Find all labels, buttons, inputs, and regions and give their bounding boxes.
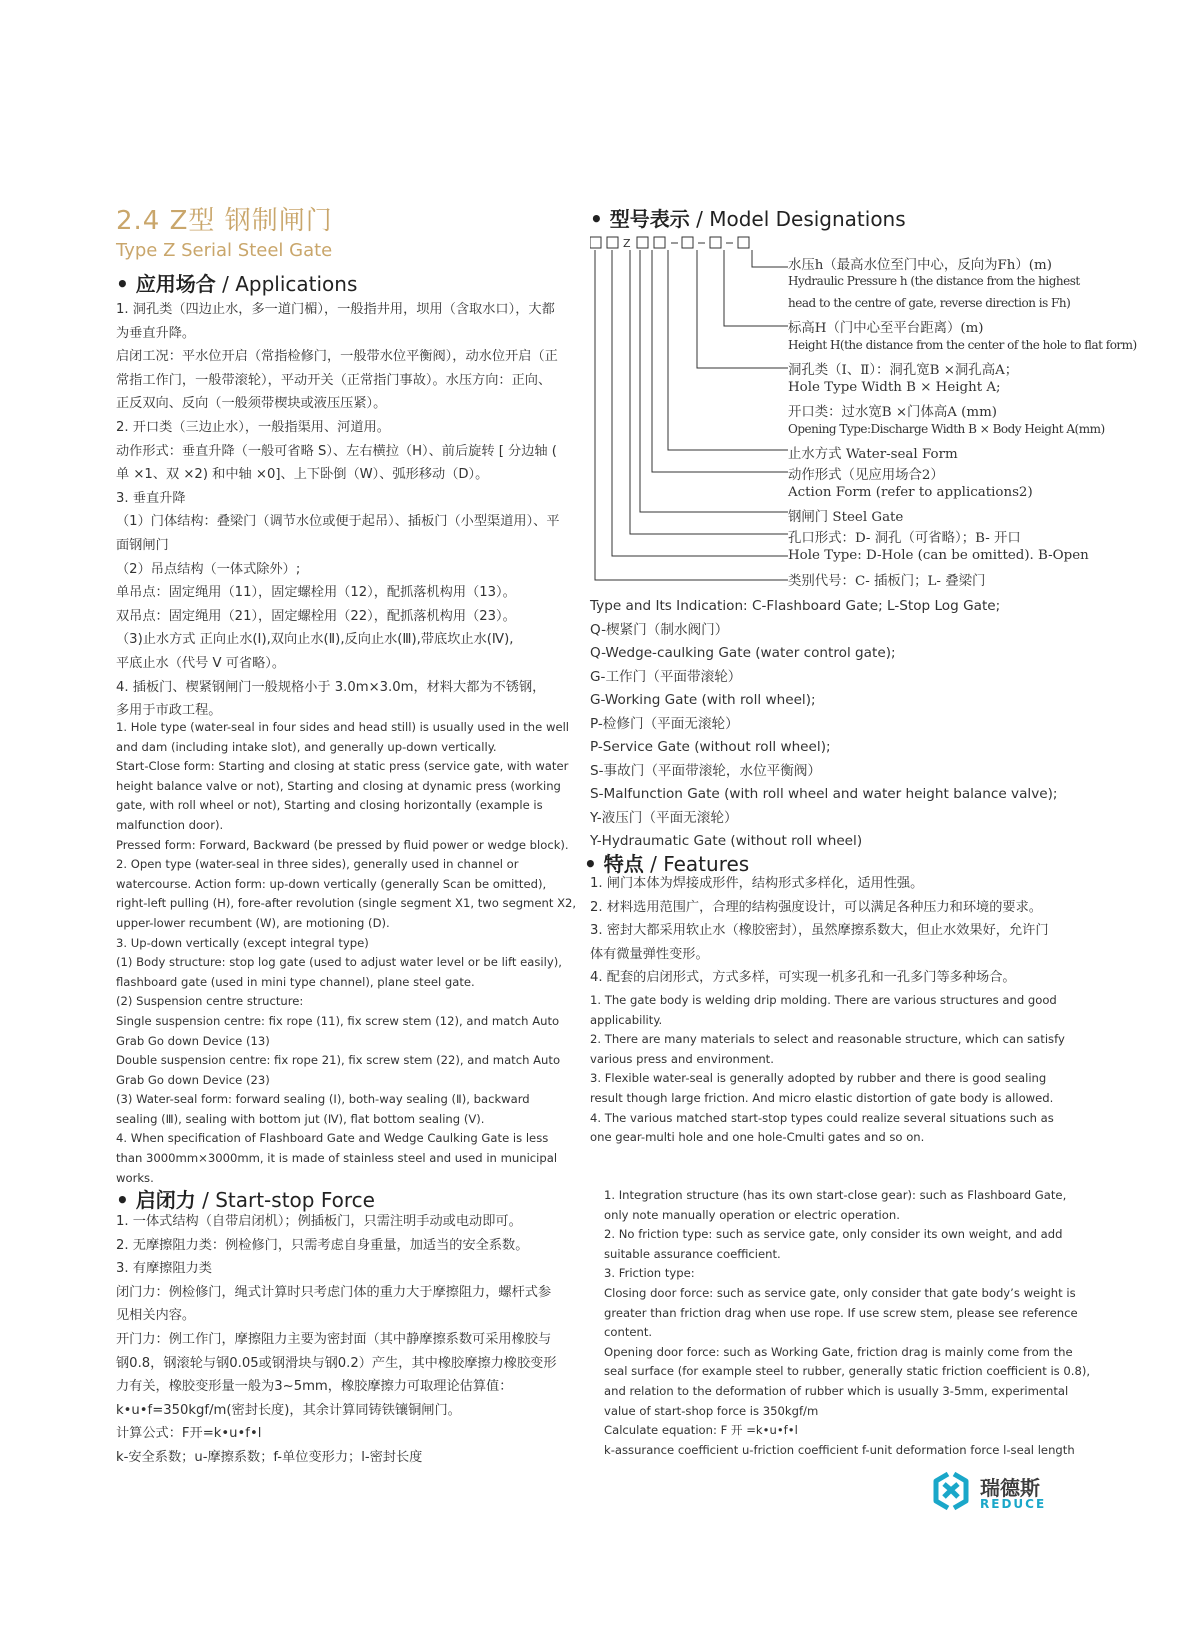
text-line: 双吊点：固定绳用（21），固定螺栓用（22），配抓落机构用（23）。 <box>116 608 516 624</box>
text-line: works. <box>116 1170 154 1185</box>
type-line: S-事故门（平面带滚轮，水位平衡阀） <box>590 762 822 779</box>
text-line: Start-Close form: Starting and closing at static press (service gate, with water <box>116 759 569 774</box>
text-line: 闭门力：例检修门，绳式计算时只考虑门体的重力大于摩擦阻力，螺杆式参 <box>116 1284 552 1300</box>
text-line: 3. 密封大都采用软止水（橡胶密封），虽然摩擦系数大，但止水效果好，允许门 <box>590 923 1049 939</box>
startstop-heading: • 启闭力 / Start-stop Force <box>116 1188 375 1212</box>
text-line: 动作形式：垂直升降（一般可省略 S）、左右横拉（H）、前后旋转 [ 分边轴 ( <box>116 443 557 459</box>
type-line: Y-液压门（平面无滚轮） <box>590 809 738 826</box>
type-indication-list <box>590 595 1070 854</box>
applications-heading: • 应用场合 / Applications <box>116 272 358 296</box>
text-line: 2. 材料选用范围广，合理的结构强度设计，可以满足各种压力和环境的要求。 <box>590 899 1042 915</box>
text-line: 3. Flexible water-seal is generally adopted by rubber and there is good sealing <box>590 1071 1047 1086</box>
text-line: 力有关，橡胶变形量一般为3~5mm，橡胶摩擦力可取理论估算值： <box>116 1379 513 1395</box>
model-designation-label: Action Form (refer to applications2) <box>788 485 1033 500</box>
features-en-text <box>590 991 1070 1148</box>
model-designation-label: 类别代号：C- 插板门；L- 叠梁门 <box>788 574 986 589</box>
text-line: right-left pulling (H), fore-after revolution (single segment X1, two segment X2, <box>116 896 577 911</box>
model-designation-label: 孔口形式：D- 洞孔（可省略）；B- 开口 <box>788 531 1021 546</box>
text-line: 启闭工况：平水位开启（常指检修门，一般带水位平衡阀），动水位开启（正 <box>116 349 558 365</box>
type-line: Q-楔紧门（制水阀门） <box>590 621 729 638</box>
text-line: Single suspension centre: fix rope (11), fix screw stem (12), and match Auto <box>116 1013 560 1028</box>
text-line: 4. 配套的启闭形式，方式多样，可实现一机多孔和一孔多门等多种场合。 <box>590 970 1016 986</box>
model-designation-label: 动作形式（见应用场合2） <box>788 468 944 483</box>
startstop-en-text <box>604 1186 1091 1460</box>
model-designation-label: 钢闸门 Steel Gate <box>788 510 904 525</box>
text-line: 4. 插板门、楔紧钢闸门一般规格小于 3.0m×3.0m，材料大都为不锈钢， <box>116 679 546 695</box>
text-line: 单吊点：固定绳用（11），固定螺栓用（12），配抓落机构用（13）。 <box>116 585 516 601</box>
text-line: Double suspension centre: fix rope 21), fix screw stem (22), and match Auto <box>116 1053 561 1068</box>
text-line: 1. Integration structure (has its own start-close gear): such as Flashboard Gate, <box>604 1188 1067 1202</box>
text-line: 3. 有摩擦阻力类 <box>116 1261 212 1277</box>
text-line: 开门力：例工作门，摩擦阻力主要为密封面（其中静摩擦系数可采用橡胶与 <box>116 1331 552 1347</box>
type-line: Type and Its Indication: C-Flashboard Gate; L-Stop Log Gate; <box>590 598 1001 614</box>
text-line: gate, with roll wheel or not), Starting and closing horizontally (example is <box>116 798 543 813</box>
text-line: 1. Hole type (water-seal in four sides and head still) is usually used in the well <box>116 720 570 734</box>
text-line: Closing door force: such as service gate, only consider that gate body’s weight is <box>604 1285 1076 1300</box>
text-line: 2. No friction type: such as service gate, only consider its own weight, and add <box>604 1227 1063 1242</box>
text-line: 2. 无摩擦阻力类：例检修门，只需考虑自身重量，加适当的安全系数。 <box>116 1237 529 1253</box>
applications-cn-text <box>116 298 574 723</box>
code-letter-z: Z <box>623 237 631 250</box>
model-designation-label: 开口类：过水宽B ×门体高A (mm) <box>788 405 997 420</box>
model-designation-label: Height H(the distance from the center of the hole to flat form) <box>788 338 1137 352</box>
code-box <box>682 237 693 248</box>
section-title: 2.4 Z型 钢制闸门 <box>116 206 333 236</box>
text-line: 4. The various matched start-stop types could realize several situations such as <box>590 1110 1054 1125</box>
text-line: Grab Go down Device (13) <box>116 1033 270 1048</box>
reduce-logo-icon <box>930 1470 972 1512</box>
text-line: 1. 闸门本体为焊接成形件，结构形式多样化，适用性强。 <box>590 876 924 891</box>
model-designation-label: Hole Type Width B × Height A; <box>788 380 1001 395</box>
code-box <box>590 237 601 248</box>
type-line: P-检修门（平面无滚轮） <box>590 715 739 732</box>
type-line: P-Service Gate (without roll wheel); <box>590 739 831 755</box>
text-line: 2. Open type (water-seal in three sides), generally used in channel or <box>116 857 519 872</box>
text-line: greater than friction drag when use rope. If use screw stem, please see reference <box>604 1305 1078 1320</box>
startstop-cn-text <box>116 1210 574 1470</box>
text-line: watercourse. Action form: up-down vertically (generally Scan be omitted), <box>116 876 547 891</box>
text-line: 见相关内容。 <box>116 1308 196 1324</box>
features-heading: • 特点 / Features <box>584 852 750 876</box>
model-designation-label: 标高H（门中心至平台距离）(m) <box>788 321 984 336</box>
text-line: Grab Go down Device (23) <box>116 1072 270 1087</box>
model-designation-label: Opening Type:Discharge Width B × Body Height A(mm) <box>788 422 1105 436</box>
text-line: content. <box>604 1325 653 1340</box>
text-line: 1. The gate body is welding drip molding. There are various structures and good <box>590 993 1057 1007</box>
model-designation-label: 止水方式 Water-seal Form <box>788 447 958 462</box>
type-line: S-Malfunction Gate (with roll wheel and water height balance valve); <box>590 786 1058 802</box>
text-line: flashboard gate (used in mini type channel), plane steel gate. <box>116 974 475 989</box>
model-designation-label: 洞孔类（Ⅰ、Ⅱ）：洞孔宽B ×洞孔高A； <box>788 363 1019 378</box>
logo-name-en: REDUCE <box>980 1497 1047 1511</box>
type-line: G-Working Gate (with roll wheel); <box>590 692 816 708</box>
text-line: various press and environment. <box>590 1051 774 1066</box>
text-line: (1) Body structure: stop log gate (used to adjust water level or be lift easily), <box>116 955 562 970</box>
model-designation-label: Hole Type: D-Hole (can be omitted). B-Open <box>788 548 1089 563</box>
features-cn-text <box>590 872 1070 990</box>
text-line: 体有微量弹性变形。 <box>590 946 709 962</box>
text-line: than 3000mm×3000mm, it is made of stainless steel and used in municipal <box>116 1151 558 1166</box>
text-line: 2. 开口类（三边止水），一般指渠用、河道用。 <box>116 419 390 435</box>
logo-name-cn: 瑞德斯 <box>980 1476 1040 1500</box>
text-line: 常指工作门，一般带滚轮），平动开关（正常指门事故）。水压方向：正向、 <box>116 372 552 388</box>
text-line: k-安全系数；u-摩擦系数；f-单位变形力；l-密封长度 <box>116 1449 423 1465</box>
text-line: upper-lower recumbent (W), are motioning (D). <box>116 915 390 930</box>
text-line: seal surface (for example steel to rubber, generally static friction coefficient is 0.8), <box>604 1364 1091 1379</box>
text-line: one gear-multi hole and one hole-Cmulti gates and so on. <box>590 1130 925 1145</box>
type-line: Q-Wedge-caulking Gate (water control gate); <box>590 645 896 661</box>
text-line: Opening door force: such as Working Gate, friction drag is mainly come from the <box>604 1344 1073 1359</box>
text-line: malfunction door). <box>116 817 224 832</box>
type-line: Y-Hydraumatic Gate (without roll wheel) <box>590 833 863 849</box>
text-line: 钢0.8，钢滚轮与钢0.05或钢滑块与钢0.2）产生，其中橡胶摩擦力橡胶变形 <box>116 1355 557 1371</box>
text-line: 3. Up-down vertically (except integral type) <box>116 935 369 950</box>
text-line: and dam (including intake slot), and generally up-down vertically. <box>116 739 497 754</box>
model-designation-label: head to the centre of gate, reverse direction is Fh) <box>788 296 1071 310</box>
text-line: 平底止水（代号 V 可省略）。 <box>116 655 286 671</box>
text-line: suitable assurance coefficient. <box>604 1246 781 1261</box>
text-line: （2）吊点结构（一体式除外）; <box>116 561 301 577</box>
text-line: applicability. <box>590 1012 663 1027</box>
code-box <box>654 237 665 248</box>
text-line: only note manually operation or electric operation. <box>604 1207 900 1222</box>
text-line: （1）门体结构：叠梁门（调节水位或便于起吊）、插板门（小型渠道用）、平 <box>116 514 560 530</box>
text-line: 4. When specification of Flashboard Gate and Wedge Caulking Gate is less <box>116 1131 549 1146</box>
text-line: and relation to the deformation of rubber which is usually 3-5mm, experimental <box>604 1383 1069 1398</box>
text-line: result though large friction. And micro elastic distortion of gate body is allowed. <box>590 1090 1054 1105</box>
text-line: 1. 洞孔类（四边止水，多一道门楣），一般指井用，坝用（含取水口），大都 <box>116 302 555 317</box>
text-line: Pressed form: Forward, Backward (be pressed by fluid power or wedge block). <box>116 837 569 852</box>
text-line: （3)止水方式 正向止水(Ⅰ),双向止水(Ⅱ),反向止水(Ⅲ),带底坎止水(Ⅳ), <box>116 632 514 648</box>
model-code-diagram <box>590 232 790 592</box>
model-designation-label: 水压h（最高水位至门中心，反向为Fh）(m) <box>788 258 1052 273</box>
code-box <box>710 237 721 248</box>
applications-en-text <box>116 718 577 1188</box>
text-line: value of start-shop force is 350kgf/m <box>604 1403 819 1418</box>
text-line: k•u•f=350kgf/m(密封长度)，其余计算同铸铁镶铜闸门。 <box>116 1402 461 1418</box>
text-line: 多用于市政工程。 <box>116 703 222 719</box>
text-line: sealing (Ⅲ), sealing with bottom jut (Ⅳ), flat bottom sealing (Ⅴ). <box>116 1111 485 1126</box>
text-line: Calculate equation: F 开 =k•u•f•l <box>604 1423 798 1438</box>
text-line: 单 ×1、双 ×2) 和中轴 ×0]、上下卧倒（W）、弧形移动（D）。 <box>116 467 489 483</box>
code-box <box>738 237 749 248</box>
model-heading: • 型号表示 / Model Designations <box>590 207 906 231</box>
text-line: height balance valve or not), Starting and closing at dynamic press (working <box>116 778 561 793</box>
code-box <box>637 237 648 248</box>
text-line: 3. 垂直升降 <box>116 490 186 506</box>
code-box <box>607 237 618 248</box>
model-designation-label: Hydraulic Pressure h (the distance from the highest <box>788 274 1080 288</box>
type-line: G-工作门（平面带滚轮） <box>590 668 742 685</box>
text-line: 为垂直升降。 <box>116 325 196 341</box>
text-line: 1. 一体式结构（自带启闭机）；例插板门，只需注明手动或电动即可。 <box>116 1214 522 1229</box>
text-line: k-assurance coefficient u-friction coefficient f-unit deformation force l-seal length <box>604 1442 1075 1457</box>
text-line: (2) Suspension centre structure: <box>116 994 304 1009</box>
text-line: 计算公式：F开=k•u•f•l <box>116 1426 262 1442</box>
text-line: 正反双向、反向（一般须带楔块或液压压紧）。 <box>116 396 387 412</box>
text-line: 3. Friction type: <box>604 1266 695 1281</box>
section-subtitle: Type Z Serial Steel Gate <box>116 240 333 261</box>
text-line: (3) Water-seal form: forward sealing (Ⅰ), both-way sealing (Ⅱ), backward <box>116 1092 530 1107</box>
text-line: 2. There are many materials to select and reasonable structure, which can satisfy <box>590 1032 1065 1047</box>
text-line: 面钢闸门 <box>116 537 169 553</box>
